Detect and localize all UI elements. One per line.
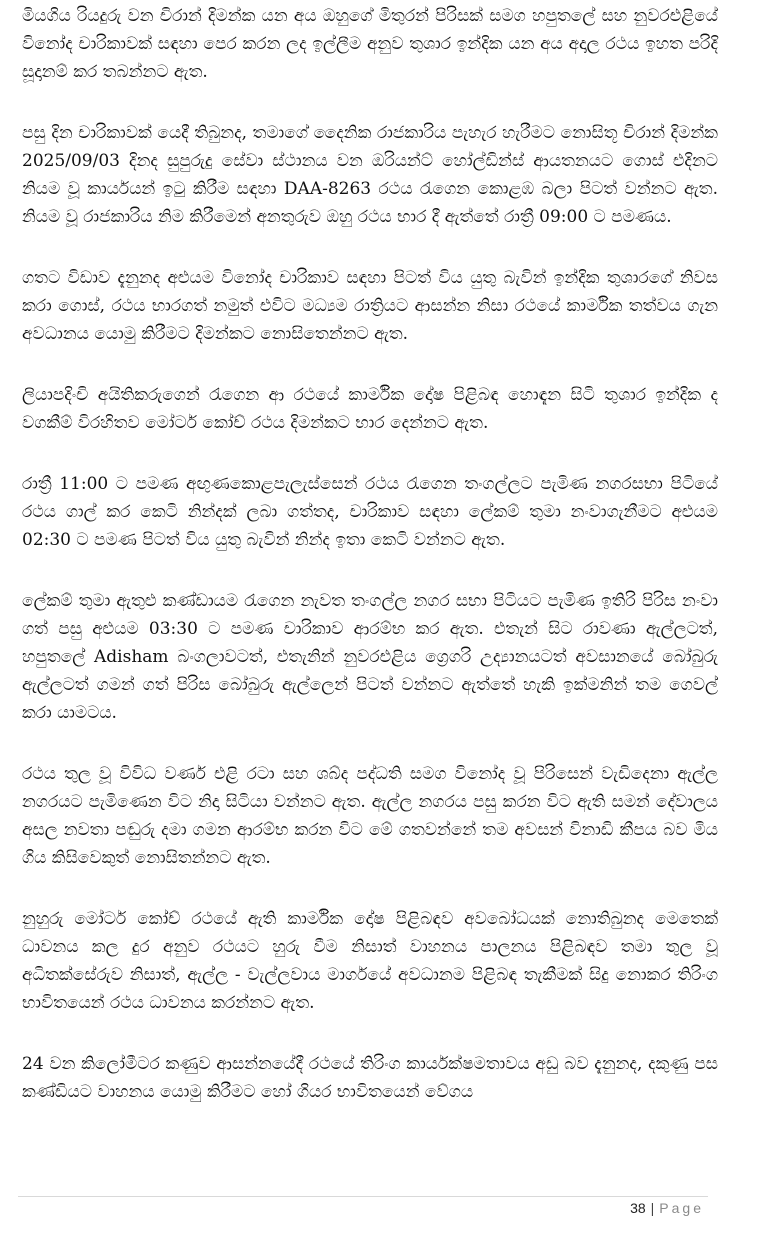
paragraph: රථය තුල වූ විවිධ වර්ණ එළි රටා සහ ශබ්ද පද්ධති සමග විනෝද වූ පිරිසෙන් වැඩිදෙනා ඇල්ල නගරයට පැමිණෙන විට නිදා සිටියා වන්නට ඇත. ඇල්ල නගරය පසු කරන විට ඇති සමන් දේවාලය අසල නවතා පඬුරු දමා ගමන ආරම්භ කරන විට මේ ගතවන්නේ තම අවසන් විනාඩි කීපය බව මිය ගිය කිසිවෙකුත් නොසිතන්නට ඇත.: [22, 764, 718, 868]
paragraph: රාත්‍රී 11:00 ට පමණ අඟුණකොළපැලැස්සෙන් රථය රැගෙන තංගල්ලට පැමිණ නගරසභා පිටියේ රථය ගාල් කර කෙටි නින්දක් ලබා ගත්තද, චාරිකාව සඳහා ලේකම් තුමා නංවාගැනීමට අළුයම 02:30 ට පමණ පිටත් විය යුතු බැවින් නින්ද ඉතා කෙටි වන්නට ඇත.: [22, 474, 718, 550]
paragraph: 24 වන කිලෝමීටර කණුව ආසන්නයේදී රථයේ තිරිංග කාර්යක්ෂමතාවය අඩු බව දැනුනද, දකුණු පස කණ්ඩියට වාහනය යොමු කිරීමට හෝ ගියර භාවිතයෙන් වේගය: [22, 1054, 718, 1102]
footer-separator: |: [650, 1200, 655, 1216]
page-number: 38: [630, 1200, 646, 1216]
footer-divider: [18, 1196, 708, 1197]
page-footer: [630, 1200, 704, 1216]
paragraph: නුහුරු මෝටර් කෝච් රථයේ ඇති කාර්මික දෝෂ පිළිබඳව අවබෝධයක් නොතිබුනද මෙතෙක් ධාවනය කල දුර අනුව රථයට හුරු වීම නිසාත් වාහනය පාලනය පිළිබඳව තමා තුල වූ අධිතක්සේරුව නිසාත්, ඇල්ල - වැල්ලවාය මාර්ගයේ අවධානම පිළිබඳ තැකීමක් සිදු නොකර තිරිංග භාවිතයෙන් රථය ධාවනය කරන්නට ඇත.: [22, 909, 718, 1013]
paragraph: මියගිය රියදුරු වන චිරාන් දිමන්ක යන අය ඔහුගේ මිතුරන් පිරිසක් සමග හපුතලේ සහ නුවරඑළියේ විනෝද චාරිකාවක් සඳහා පෙර කරන ලද ඉල්ලීම අනුව තුශාර ඉන්දික යන අය අදාල රථය ඉහත පරිදි සූදානම් කර තබන්නට ඇත.: [22, 6, 718, 82]
paragraph: ලේකම් තුමා ඇතුළු කණ්ඩායම රැගෙන නැවත තංගල්ල නගර සභා පිටියට පැමිණ ඉතිරි පිරිස නංවා ගත් පසු අළුයම 03:30 ට පමණ චාරිකාව ආරම්භ කර ඇත. එතැන් සිට රාවණා ඇල්ලටත්, හපුතලේ Adisham බංගලාවටත්, එතැනින් නුවරඑළිය ග්‍රෙගරි උද්‍යානයටත් අවසානයේ බෝබුරු ඇල්ලටත් ගමන් ගත් පිරිස බෝබුරු ඇල්ලෙන් පිටත් වන්නට ඇත්තේ හැකි ඉක්මනින් තම ගෙවල් කරා යාමටය.: [22, 591, 718, 723]
paragraph: ලියාපදිංචි අයිතිකරුගෙන් රැගෙන ආ රථයේ කාර්මික දෝෂ පිළිබඳ හොඳැන සිටි තුශාර ඉන්දික ද වගකීම් විරහිතව මෝටර් කෝච් රථය දිමන්කට භාර දෙන්නට ඇත.: [22, 385, 718, 433]
document-body: [22, 2, 718, 1139]
paragraph: පසු දින චාරිකාවක් යෙදී තිබුනද, තමාගේ දෛනික රාජකාරිය පැහැර හැරීමට නොසිතූ චිරාන් දිමන්ක 2025/09/03 දිනද සුපුරුදු සේවා ස්ථානය වන ඔරියන්ට් හෝල්ඩින්ස් ආයතනයට ගොස් එදිනට නියම වූ කාර්යයන් ඉටු කිරීම සඳහා DAA-8263 රථය රැගෙන කොළඹ බලා පිටත් වන්නට ඇත. නියම වූ රාජකාරිය නිම කිරීමෙන් අනතුරුව ඔහු රථය භාර දී ඇත්තේ රාත්‍රී 09:00 ට පමණය.: [22, 123, 718, 227]
page-label: Page: [659, 1200, 704, 1216]
paragraph: ගතට විඩාව දැනුනද අළුයම විනෝද චාරිකාව සඳහා පිටත් විය යුතු බැවින් ඉන්දික තුශාරගේ නිවස කරා ගොස්, රථය භාරගත් නමුත් එවිට මධ්‍යම රාත්‍රියට ආසන්න නිසා රථයේ කාර්මික තත්වය ගැන අවධානය යොමු කිරීමට දිමන්කට නොසිතෙන්නට ඇත.: [22, 268, 718, 344]
